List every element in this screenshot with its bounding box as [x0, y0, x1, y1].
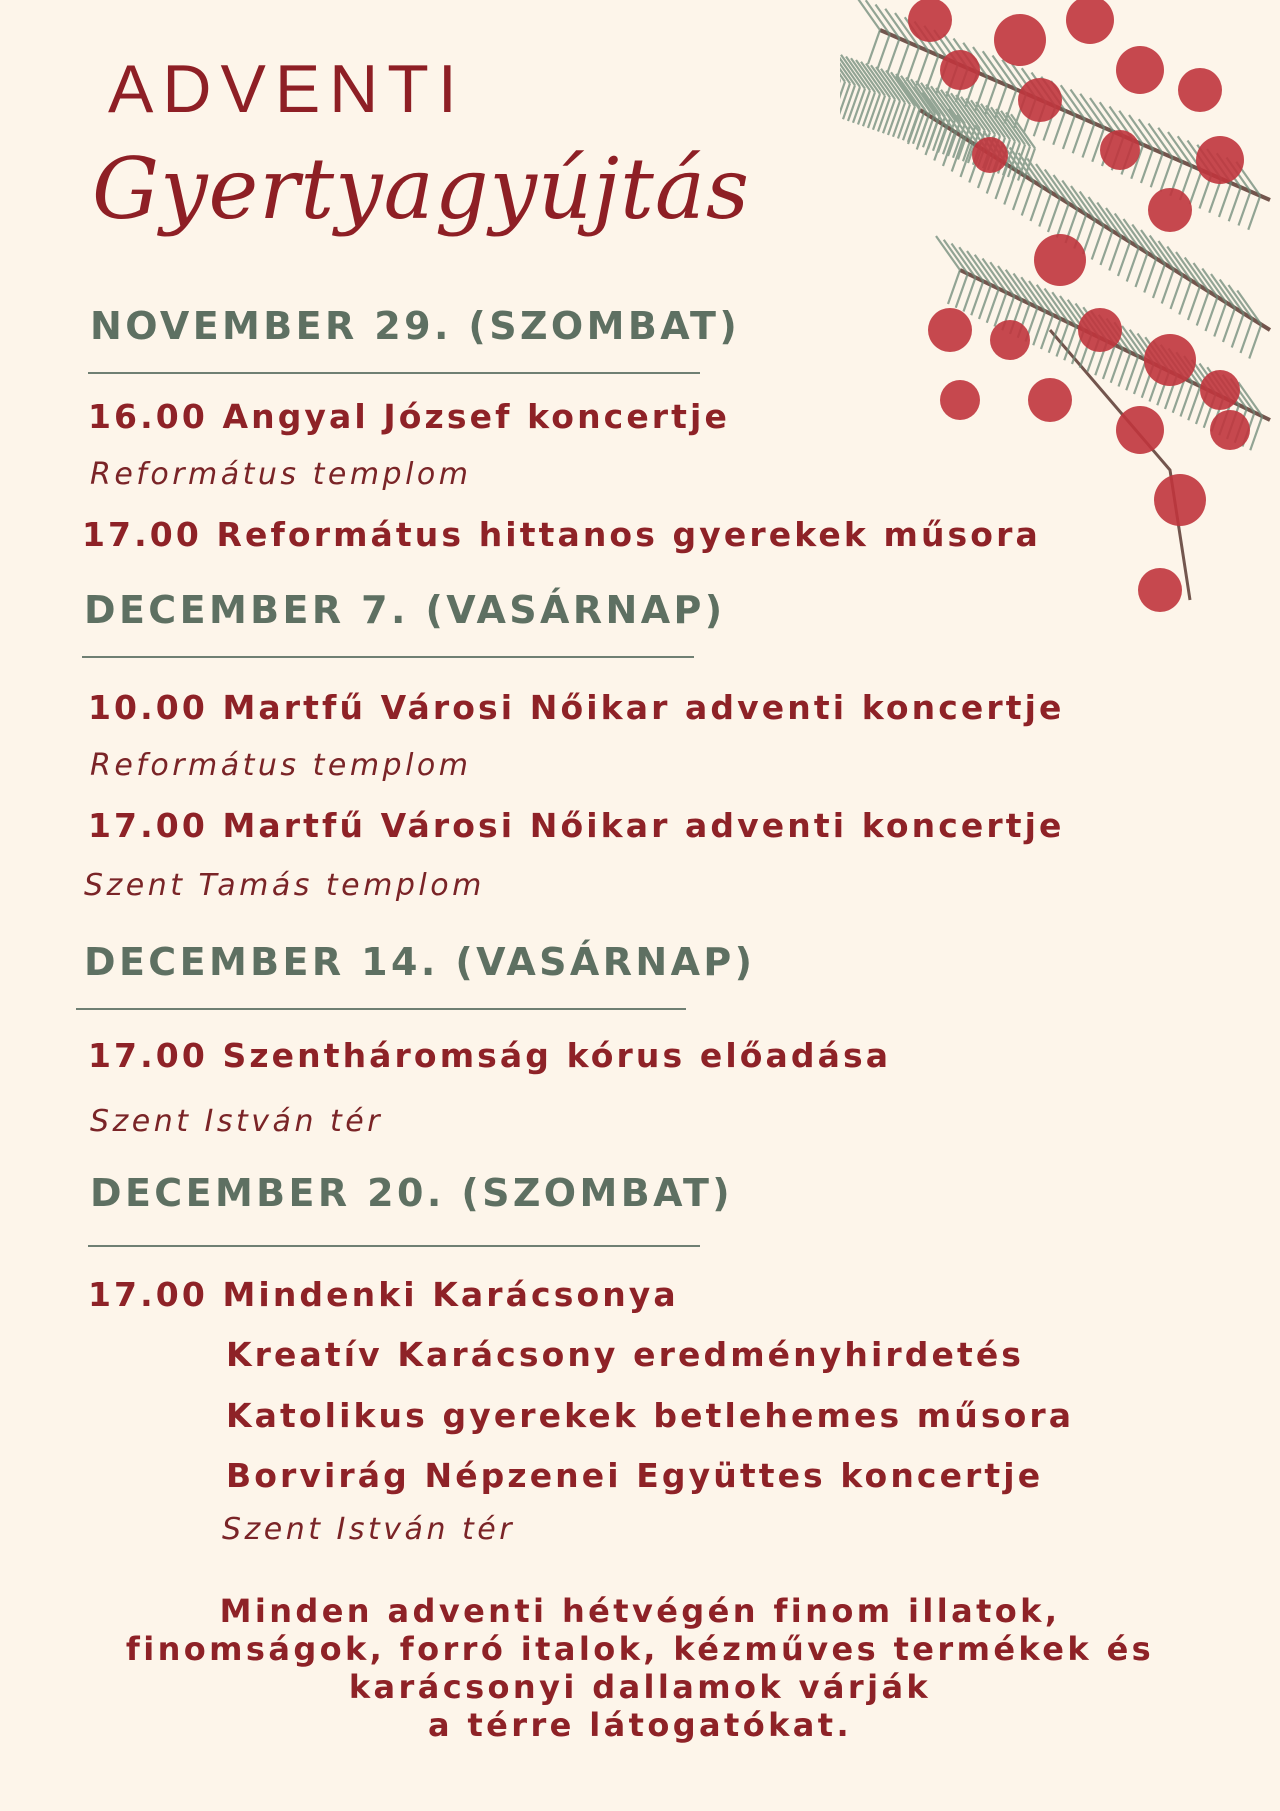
pine-needle: [848, 87, 860, 121]
pine-needle: [868, 94, 880, 128]
pine-needle: [908, 108, 920, 142]
pine-needle: [1092, 226, 1104, 260]
pine-needle: [985, 81, 997, 115]
pine-needle: [1039, 193, 1051, 227]
pine-needle: [1109, 237, 1121, 271]
red-berry: [972, 137, 1008, 173]
pine-needle: [1239, 192, 1251, 226]
pine-needle: [897, 43, 909, 77]
red-berry: [1100, 130, 1140, 170]
pine-needle: [1162, 270, 1174, 304]
venue-line: Szent István tér: [222, 1512, 516, 1547]
pine-needle: [1223, 308, 1235, 342]
pine-needle: [944, 240, 968, 274]
divider: [82, 656, 694, 658]
pine-needle: [893, 103, 905, 137]
pine-needle: [883, 99, 895, 133]
title-gyertyagyujtas: Gyertyagyújtás: [92, 140, 751, 238]
pine-needle: [1171, 275, 1183, 309]
red-berry: [1028, 378, 1072, 422]
pine-needle: [1153, 264, 1165, 298]
event-subitem: Kreatív Karácsony eredményhirdetés: [226, 1335, 1025, 1374]
pine-needle: [1073, 119, 1085, 153]
pine-needle: [1101, 231, 1113, 265]
venue-line: Református templom: [90, 457, 472, 492]
event-line: 17.00 Szentháromság kórus előadása: [88, 1036, 892, 1075]
pine-needle: [1232, 314, 1244, 348]
red-berry: [1196, 136, 1244, 184]
date-heading: DECEMBER 7. (VASÁRNAP): [84, 588, 726, 632]
red-berry: [1034, 234, 1086, 286]
pine-needle: [1241, 319, 1253, 353]
pine-needle: [853, 89, 865, 123]
pine-needle: [927, 56, 939, 90]
footer-line: a térre látogatókat.: [427, 1706, 853, 1744]
pine-needle: [873, 96, 885, 130]
pine-needle: [1151, 153, 1163, 187]
pine-needle: [898, 105, 910, 139]
pine-needle: [1188, 286, 1200, 320]
event-line: 17.00 Református hittanos gyerekek műsora: [82, 515, 1041, 554]
pine-needle: [1048, 198, 1060, 232]
pine-needle: [1022, 182, 1034, 216]
pine-needle: [1136, 253, 1148, 287]
pine-needle: [1083, 220, 1095, 254]
divider: [88, 372, 700, 374]
red-berry: [1148, 188, 1192, 232]
pine-needle: [1057, 204, 1069, 238]
red-berry: [1144, 334, 1196, 386]
red-berry: [1200, 370, 1240, 410]
event-line: 10.00 Martfű Városi Nőikar adventi koncertje: [88, 688, 1065, 727]
red-berry: [1116, 46, 1164, 94]
pine-needle: [1229, 187, 1241, 221]
event-subitem: Katolikus gyerekek betlehemes műsora: [226, 1396, 1075, 1435]
pine-needle: [903, 106, 915, 140]
red-berry: [1138, 568, 1182, 612]
footer-text: [90, 1592, 1190, 1744]
pine-needle: [868, 30, 880, 64]
pine-needle: [1127, 248, 1139, 282]
red-berry: [1154, 474, 1206, 526]
red-berry: [994, 14, 1046, 66]
event-line: 17.00 Martfű Városi Nőikar adventi koncertje: [88, 806, 1065, 845]
pine-needle: [1206, 297, 1218, 331]
pine-needle: [863, 92, 875, 126]
pine-needle: [1031, 187, 1043, 221]
pine-needle: [888, 101, 900, 135]
event-line: 16.00 Angyal József koncertje: [88, 397, 730, 436]
pine-needle: [1144, 259, 1156, 293]
venue-line: Református templom: [90, 748, 472, 783]
red-berry: [1178, 68, 1222, 112]
pine-needle: [918, 112, 930, 146]
venue-line: Szent Tamás templom: [84, 868, 485, 903]
pine-needle: [1214, 303, 1226, 337]
pine-needle: [843, 85, 855, 119]
pine-needle: [888, 39, 900, 73]
venue-line: Szent István tér: [90, 1104, 384, 1139]
date-heading: DECEMBER 14. (VASÁRNAP): [84, 940, 756, 984]
red-berry: [940, 50, 980, 90]
pine-needle: [1248, 196, 1260, 230]
pine-needle: [866, 0, 890, 34]
red-berry: [928, 308, 972, 352]
red-berry: [940, 380, 980, 420]
pine-needle: [878, 98, 890, 132]
red-berry: [1018, 78, 1062, 122]
divider: [76, 1008, 686, 1010]
pine-needle: [1118, 242, 1130, 276]
footer-line: finomságok, forró italok, kézműves termékek és: [125, 1630, 1155, 1668]
pine-needle: [1083, 124, 1095, 158]
pine-needle: [1179, 281, 1191, 315]
pine-needle: [1141, 149, 1153, 183]
pine-needle: [1249, 325, 1261, 359]
red-berry: [908, 0, 952, 42]
pine-needle: [858, 91, 870, 125]
date-heading: NOVEMBER 29. (SZOMBAT): [90, 304, 741, 348]
pine-needle: [1190, 170, 1202, 204]
footer-line: karácsonyi dallamok várják: [348, 1668, 932, 1706]
divider: [88, 1245, 700, 1247]
pine-needle: [936, 236, 960, 270]
pine-needle: [878, 34, 890, 68]
event-subitem: Borvirág Népzenei Együttes koncertje: [226, 1456, 1044, 1495]
red-berry: [1078, 308, 1122, 352]
date-heading: DECEMBER 20. (SZOMBAT): [90, 1171, 734, 1215]
red-berry: [990, 320, 1030, 360]
pine-needle: [1161, 158, 1173, 192]
red-berry: [1066, 0, 1114, 44]
pine-needle: [1197, 292, 1209, 326]
red-berry: [1210, 410, 1250, 450]
footer-line: Minden adventi hétvégén finom illatok,: [219, 1592, 1061, 1630]
pine-needle: [917, 51, 929, 85]
pine-needle: [1063, 115, 1075, 149]
pine-needle: [1219, 183, 1231, 217]
event-line: 17.00 Mindenki Karácsonya: [88, 1275, 679, 1314]
red-berry: [1116, 406, 1164, 454]
title-adventi: ADVENTI: [108, 51, 466, 127]
pine-needle: [907, 47, 919, 81]
